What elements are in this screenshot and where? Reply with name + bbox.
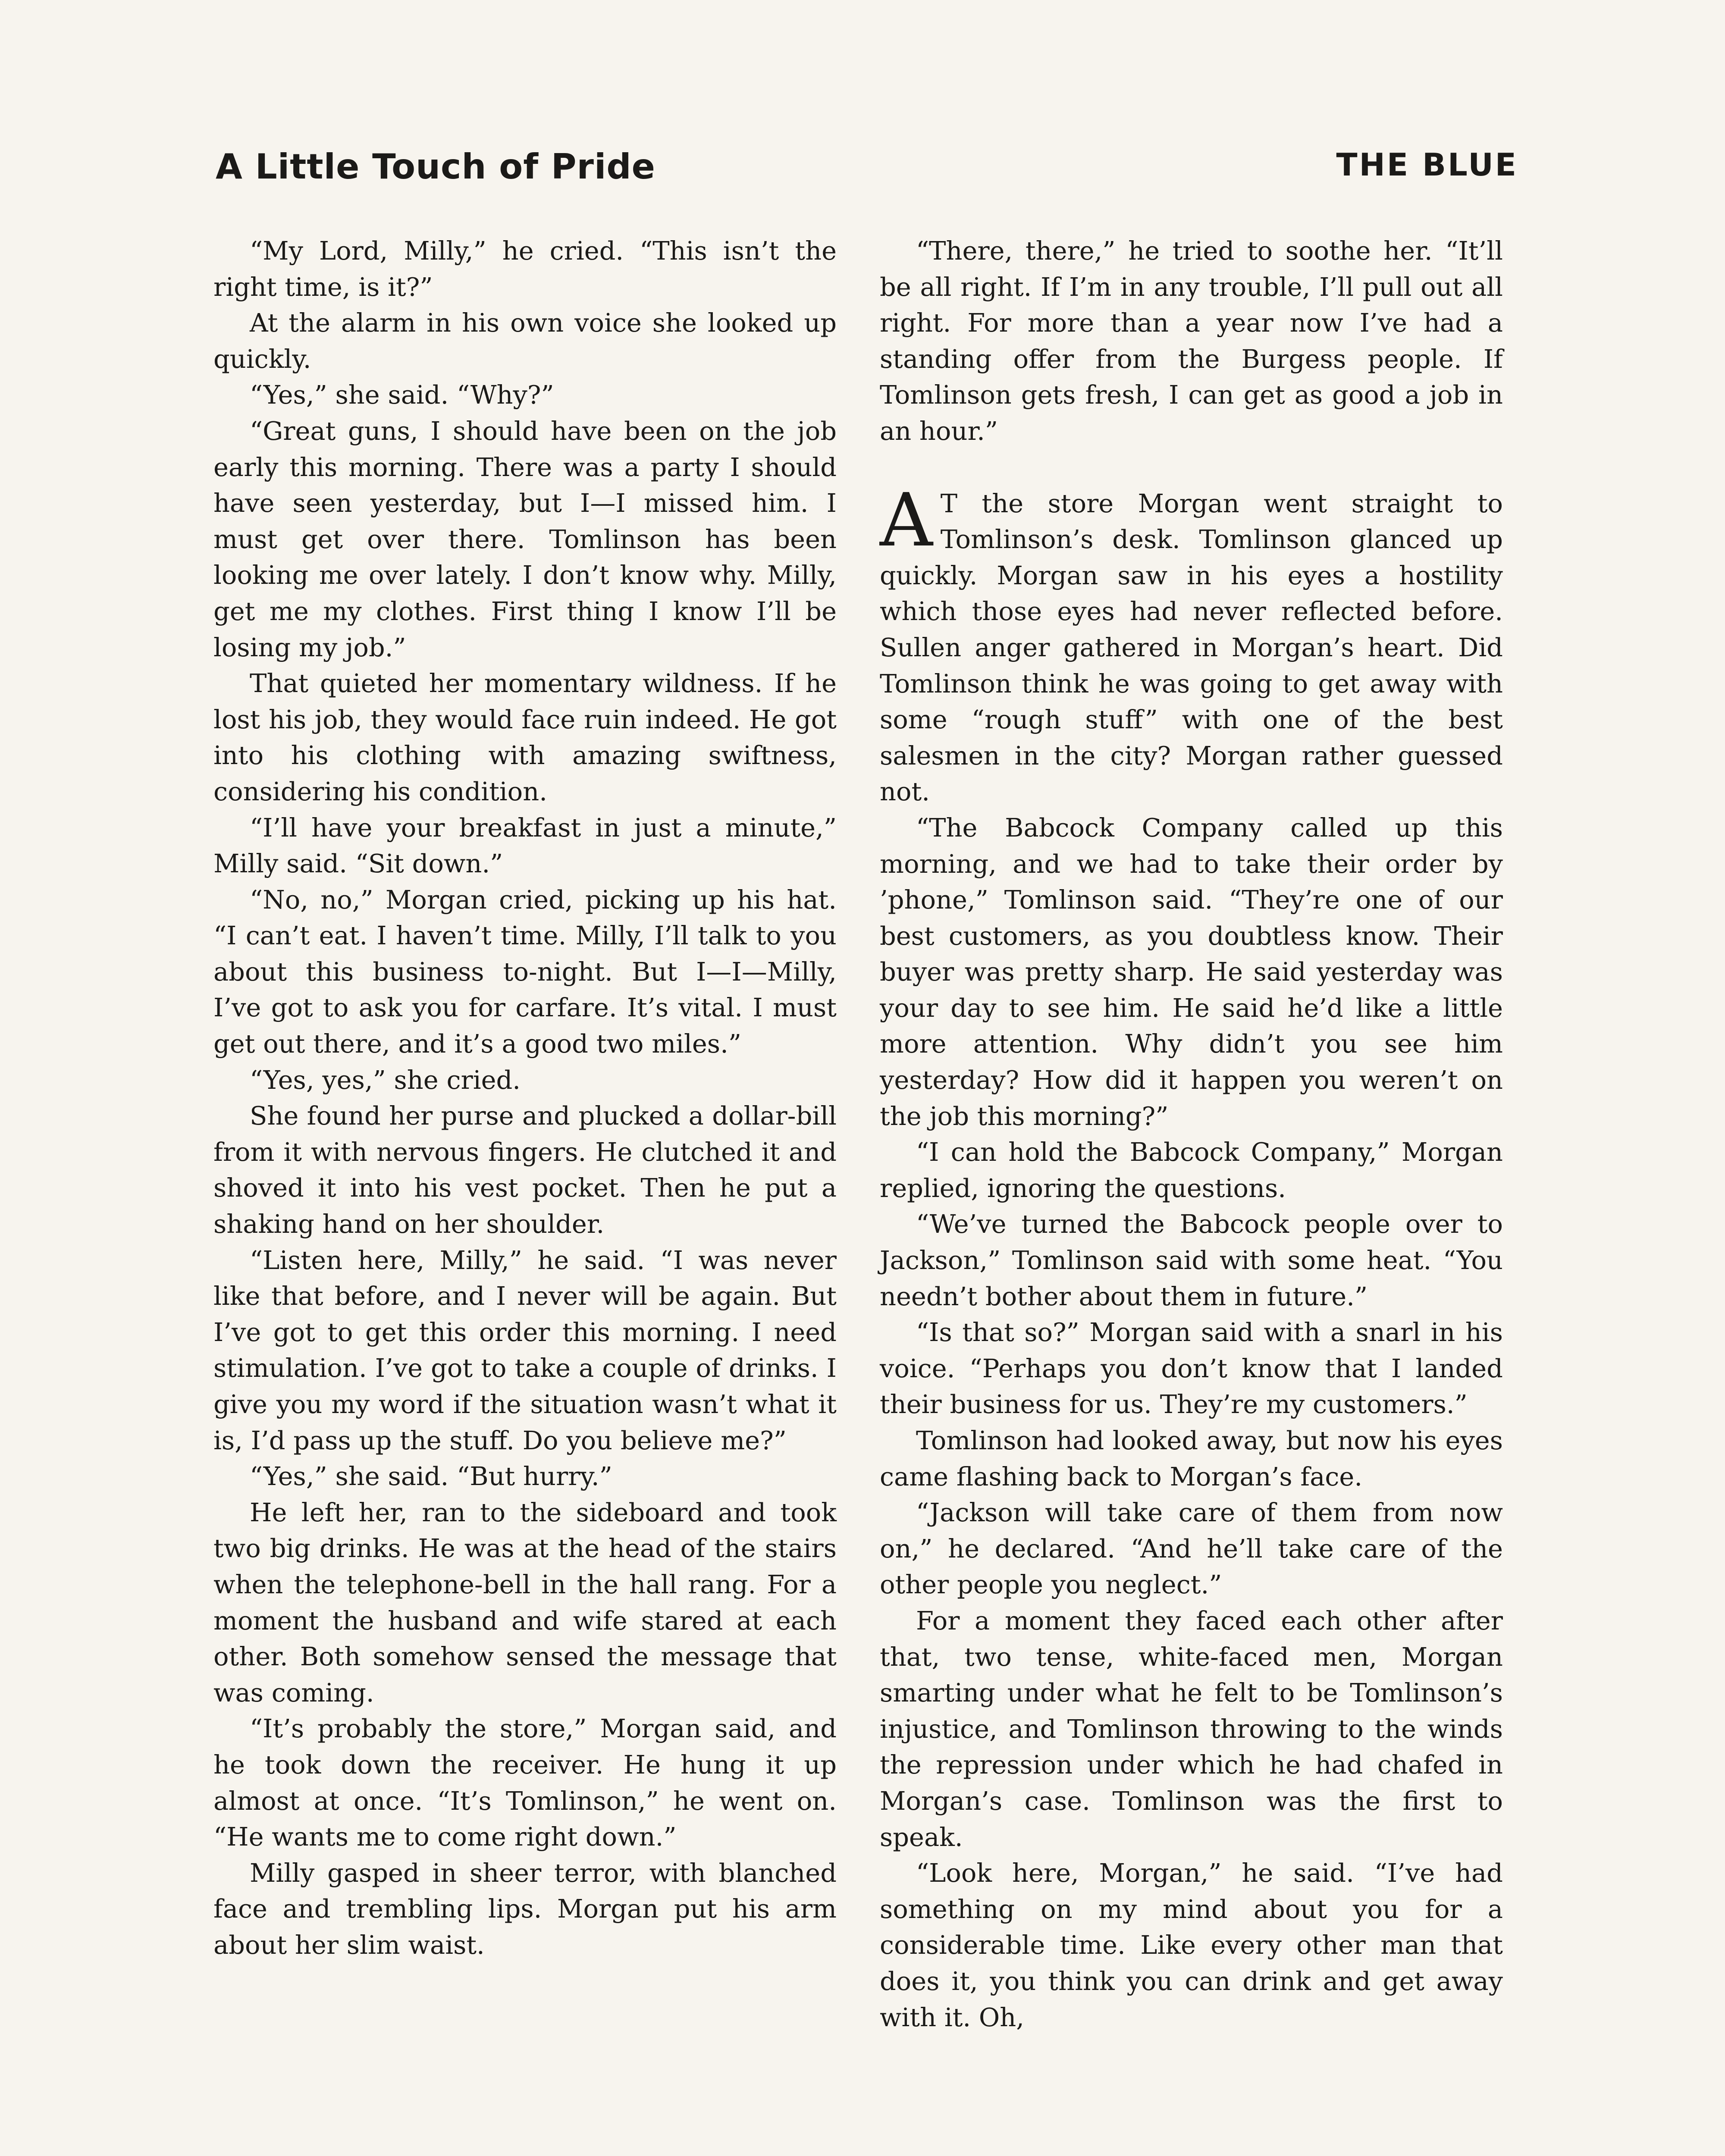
- paragraph: “Yes,” she said. “Why?”: [250, 380, 554, 410]
- paragraph: “Yes, yes,” she cried.: [250, 1065, 521, 1095]
- paragraph: “I’ll have your breakfast in just a minute,” Milly said. “Sit down.”: [213, 812, 837, 879]
- paragraph: “Listen here, Milly,” he said. “I was never like that before, and I never will be again. But I’ve got to get this order this morning. I need stimulation. I’ve got to take a couple of drinks. I give you my word if the situation wasn’t what it is, I’d pass up the stuff. Do you believe me?”: [213, 1245, 837, 1455]
- paragraph: “Jackson will take care of them from now on,” he declared. “And he’ll take care of the other people you neglect.”: [880, 1498, 1503, 1600]
- magazine-name: THE BLUE: [1336, 147, 1518, 183]
- paragraph: Milly gasped in sheer terror, with blanched face and trembling lips. Morgan put his arm about her slim waist.: [213, 1858, 837, 1960]
- paragraph: “My Lord, Milly,” he cried. “This isn’t the right time, is it?”: [213, 236, 837, 302]
- paragraph: She found her purse and plucked a dollar-bill from it with nervous fingers. He clutched it and shoved it into his vest pocket. Then he put a shaking hand on her shoulder.: [213, 1101, 837, 1239]
- right-column: [880, 233, 1503, 2035]
- paragraph: At the alarm in his own voice she looked up quickly.: [213, 308, 837, 374]
- paragraph: He left her, ran to the sideboard and took two big drinks. He was at the head of the stairs when the telephone-bell in the hall rang. For a moment the husband and wife stared at each other. Both somehow sensed the message that was coming.: [213, 1497, 837, 1708]
- paragraph: “Great guns, I should have been on the job early this morning. There was a party I should have seen yesterday, but I—I missed him. I must get over there. Tomlinson has been looking me over lately. I don’t know why. Milly, get me my clothes. First thing I know I’ll be losing my job.”: [213, 416, 837, 662]
- paragraph: “Look here, Morgan,” he said. “I’ve had something on my mind about you for a considerable time. Like every other man that does it, you think you can drink and get away with it. Oh,: [880, 1858, 1503, 2032]
- paragraph: “We’ve turned the Babcock people over to Jackson,” Tomlinson said with some heat. “You needn’t bother about them in future.”: [880, 1209, 1503, 1311]
- paragraph: “The Babcock Company called up this morning, and we had to take their order by ’phone,” Tomlinson said. “They’re one of our best customers, as you doubtless know. Their buyer was pretty sharp. He said yesterday was your day to see him. He said he’d like a little more attention. Why didn’t you see him yesterday? How did it happen you weren’t on the job this morning?”: [880, 812, 1503, 1131]
- paragraph: “Yes,” she said. “But hurry.”: [250, 1461, 612, 1492]
- paragraph: For a moment they faced each other after that, two tense, white-faced men, Morgan smarting under what he felt to be Tomlinson’s injustice, and Tomlinson throwing to the winds the repression under which he had chafed in Morgan’s case. Tomlinson was the first to speak.: [880, 1605, 1503, 1852]
- drop-cap: A: [880, 477, 933, 563]
- paragraph: “I can hold the Babcock Company,” Morgan replied, ignoring the questions.: [880, 1137, 1503, 1203]
- paragraph: “It’s probably the store,” Morgan said, and he took down the receiver. He hung it up almost at once. “It’s Tomlinson,” he went on. “He wants me to come right down.”: [213, 1714, 837, 1852]
- section-opening-text: T the store Morgan went straight to Tomlinson’s desk. Tomlinson glanced up quickly. Morgan saw in his eyes a hostility which those eyes had never reflected before. Sullen anger gathered in Morgan’s heart. Did Tomlinson think he was going to get away with some “rough stuff” with one of the best salesmen in the city? Morgan rather guessed not.: [880, 488, 1503, 807]
- left-column: [213, 233, 837, 1963]
- paragraph: “No, no,” Morgan cried, picking up his hat. “I can’t eat. I haven’t time. Milly, I’ll talk to you about this business to-night. But I—I—Milly, I’ve got to ask you for carfare. It’s vital. I must get out there, and it’s a good two miles.”: [213, 884, 837, 1059]
- section-opening-paragraph: [880, 477, 1503, 810]
- paragraph: “There, there,” he tried to soothe her. “It’ll be all right. If I’m in any trouble, I’ll pull out all right. For more than a year now I’ve had a standing offer from the Burgess people. If Tomlinson gets fresh, I can get as good a job in an hour.”: [880, 236, 1503, 446]
- paragraph: That quieted her momentary wildness. If he lost his job, they would face ruin indeed. He got into his clothing with amazing swiftness, considering his condition.: [213, 668, 837, 806]
- running-head: [216, 147, 1518, 198]
- paragraph: “Is that so?” Morgan said with a snarl in his voice. “Perhaps you don’t know that I landed their business for us. They’re my customers.”: [880, 1317, 1503, 1420]
- paragraph: Tomlinson had looked away, but now his eyes came flashing back to Morgan’s face.: [880, 1426, 1503, 1492]
- story-title: A Little Touch of Pride: [216, 147, 656, 187]
